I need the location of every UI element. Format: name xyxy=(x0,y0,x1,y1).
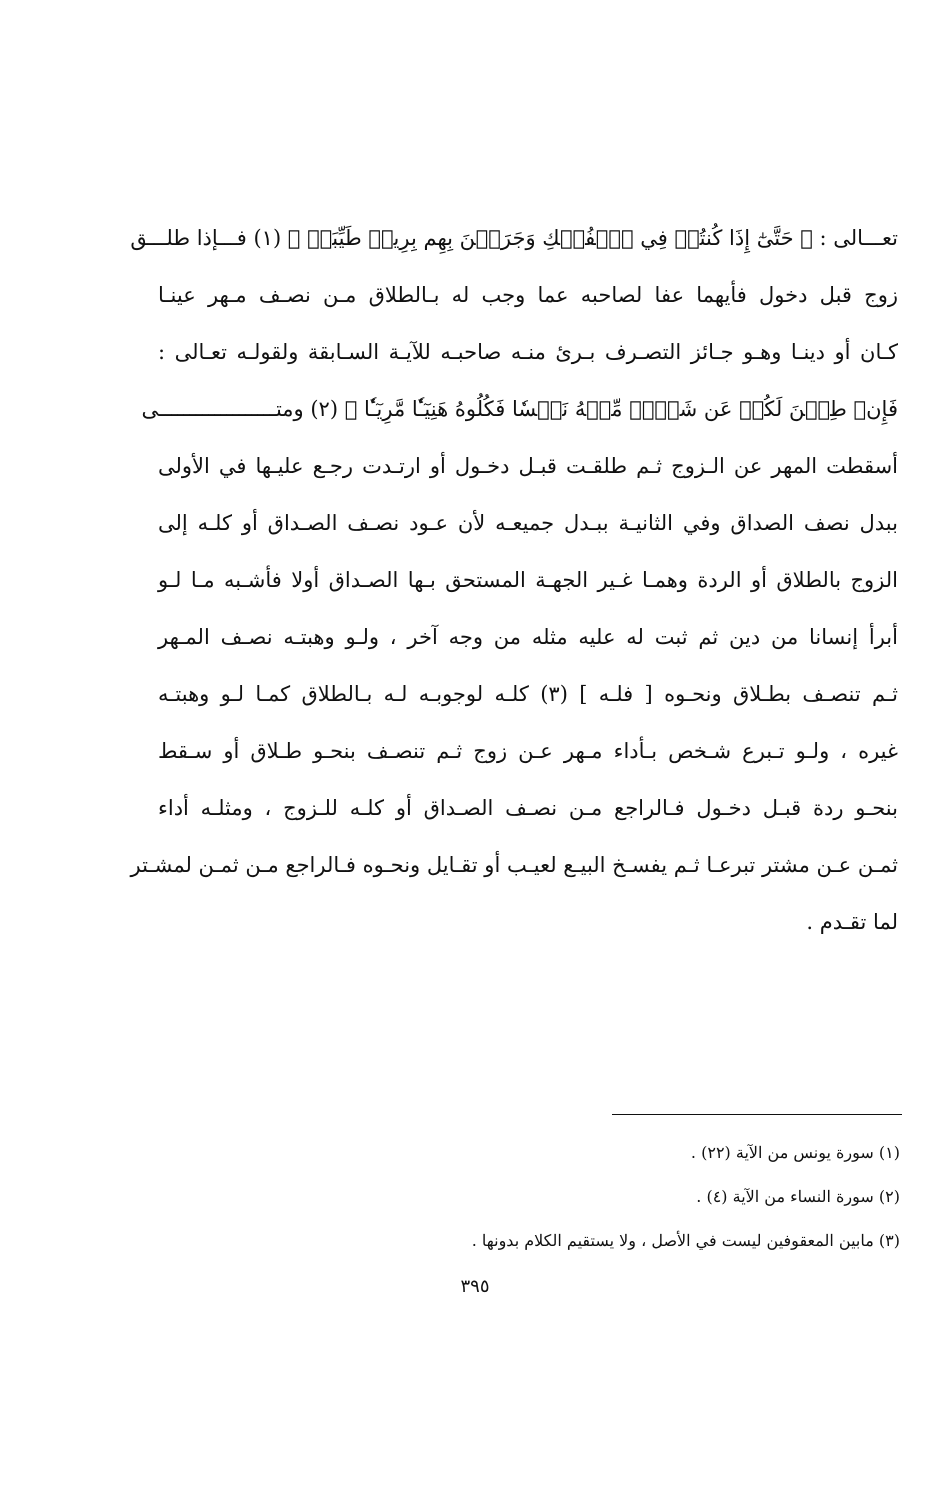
text-line: الزوج بالطلاق أو الردة وهمـا غـير الجهـة المستحق بـها الصـداق أولا فأشـبه مـا لـو xyxy=(158,568,898,592)
text-line: أسقطت المهر عن الـزوج ثـم طلقـت قبـل دخـول أو ارتـدت رجـع عليـها في الأولى xyxy=(158,454,898,478)
footnotes-block xyxy=(300,1140,900,1272)
text-line: فَإِن﴿ طِبۡنَ لَكُمۡ عَن شَيۡءٖ مِّنۡهُ نَفۡسٗا فَكُلُوهُ هَنِيٓـٔٗا مَّرِيٓـٔٗا ﴾ (٢) ومتـــــــــــــــــــى xyxy=(141,397,898,421)
page-number: ٣٩٥ xyxy=(460,1276,490,1297)
footnote-3: (٣) مابين المعقوفين ليست في الأصل ، ولا يستقيم الكلام بدونها . xyxy=(471,1231,900,1250)
main-text-block xyxy=(130,210,899,951)
footnote-2: (٢) سورة النساء من الآية (٤) . xyxy=(696,1187,900,1206)
text-line: ثـم تنصـف بطـلاق ونحـوه [ فلـه ] (٣) كلـه لوجوبـه لـه بـالطلاق كمـا لـو وهبتـه xyxy=(158,682,899,706)
text-line: أبرأ إنسانا من دين ثم ثبت له عليه مثله من وجه آخر ، ولـو وهبتـه نصـف المـهر xyxy=(158,625,898,649)
text-line: ببدل نصف الصداق وفي الثانيـة ببـدل جميعـه لأن عـود نصـف الصـداق أو كلـه إلى xyxy=(158,511,898,535)
text-line: بنحـو ردة قبـل دخـول فـالراجع مـن نصـف الصـداق أو كلـه للـزوج ، ومثلـه أداء xyxy=(158,796,898,820)
text-line: زوج قبل دخول فأيهما عفا لصاحبه عما وجب له بـالطلاق مـن نصـف مـهر عينـا xyxy=(158,283,898,307)
footnote-divider xyxy=(612,1114,902,1115)
footnote-1: (١) سورة يونس من الآية (٢٢) . xyxy=(690,1143,900,1162)
text-line: كـان أو دينـا وهـو جـائز التصـرف بـرئ منـه صاحبـه للآيـة السـابقة ولقولـه تعـالى : xyxy=(158,340,898,364)
text-line: ثمـن عـن مشتر تبرعـا ثـم يفسـخ البيـع لعيـب أو تقـايل ونحـوه فـالراجع مـن ثمـن لمشـتر xyxy=(130,853,898,877)
text-line: غيره ، ولـو تـبرع شـخص بـأداء مـهر عـن زوج ثـم تنصـف بنحـو طـلاق أو سـقط xyxy=(158,739,898,763)
text-line: تعـــالى : ﴿ حَتَّىٰٓ إِذَا كُنتُمۡ فِي ٱلۡفُلۡكِ وَجَرَيۡنَ بِهِم بِرِيحٖ طَيِّبَةٖ ﴾ (١) فـــإذا طلـــق xyxy=(130,226,898,250)
text-line-last: لما تقـدم . xyxy=(806,910,898,934)
